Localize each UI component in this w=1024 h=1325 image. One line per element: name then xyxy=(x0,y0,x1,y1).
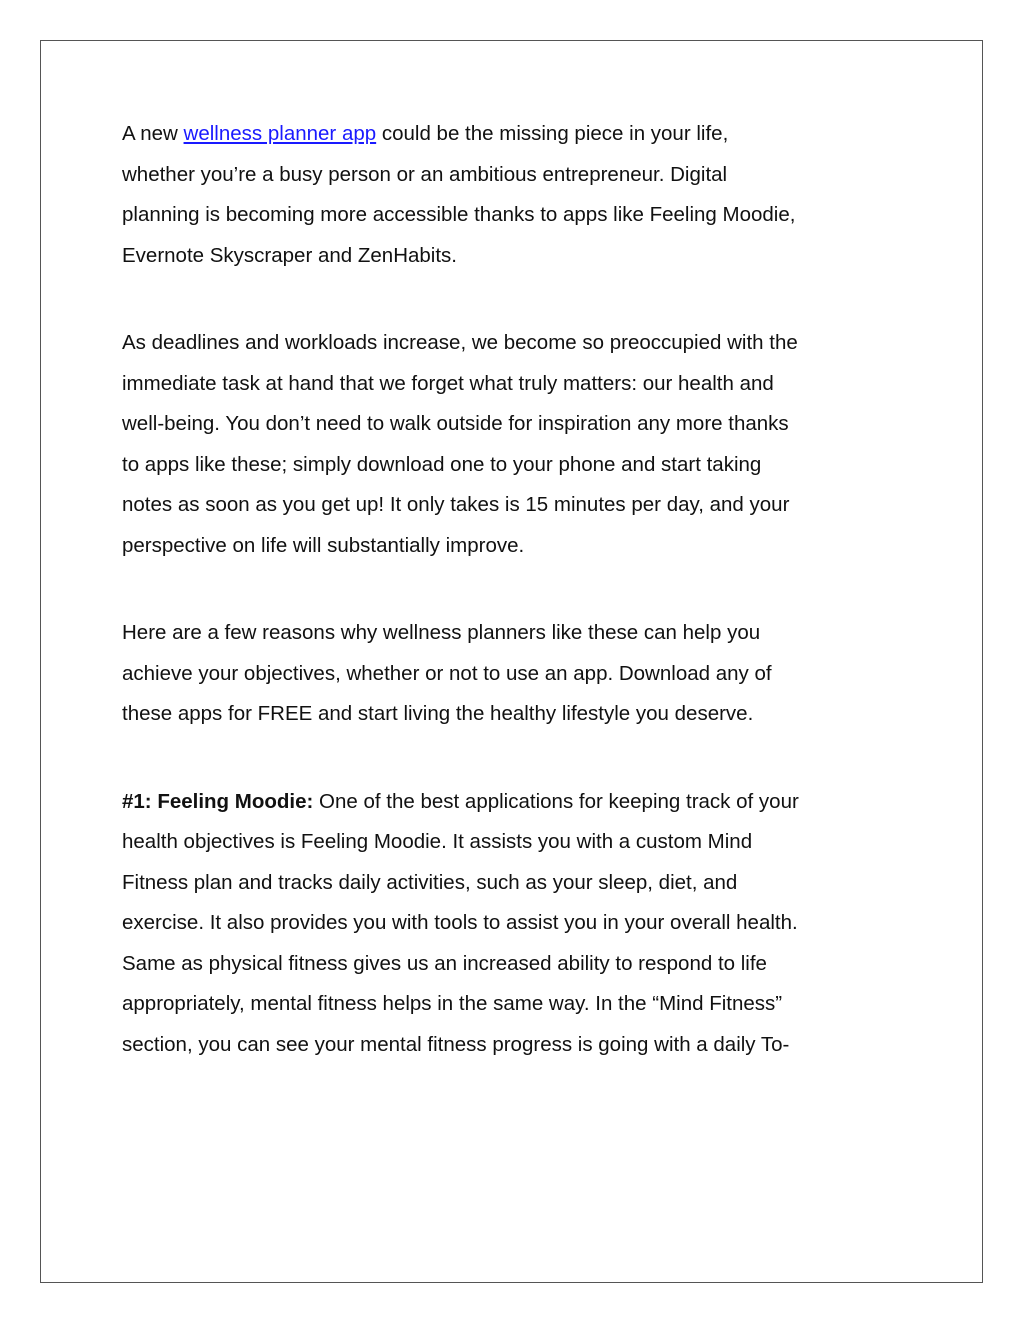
paragraph-feeling-moodie xyxy=(122,782,912,1066)
paragraph-line xyxy=(122,114,912,155)
paragraph-intro xyxy=(122,114,912,276)
paragraph-line: As deadlines and workloads increase, we become so preoccupied with the xyxy=(122,331,798,354)
paragraph-line: whether you’re a busy person or an ambitious entrepreneur. Digital xyxy=(122,162,728,186)
paragraph-line: Fitness plan and tracks daily activities, such as your sleep, diet, and xyxy=(122,870,738,894)
paragraph-line: exercise. It also provides you with tools to assist you in your overall health. xyxy=(122,911,798,934)
document-body xyxy=(122,114,912,1065)
paragraph-reasons xyxy=(122,613,912,735)
paragraph-line: to apps like these; simply download one to your phone and start taking xyxy=(122,452,762,476)
paragraph-line xyxy=(122,782,912,823)
page-frame xyxy=(40,40,983,1283)
paragraph-deadlines xyxy=(122,323,912,566)
paragraph-line: planning is becoming more accessible thanks to apps like Feeling Moodie, xyxy=(122,203,796,226)
text-segment: could be the missing piece in your life, xyxy=(376,122,729,145)
paragraph-line: achieve your objectives, whether or not to use an app. Download any of xyxy=(122,661,772,685)
wellness-planner-app-link[interactable]: wellness planner app xyxy=(183,122,377,145)
paragraph-line: perspective on life will substantially improve. xyxy=(122,533,525,557)
paragraph-line: appropriately, mental fitness helps in the same way. In the “Mind Fitness” xyxy=(122,992,783,1015)
paragraph-line: Here are a few reasons why wellness planners like these can help you xyxy=(122,621,761,644)
paragraph-line: section, you can see your mental fitness progress is going with a daily To- xyxy=(122,1032,790,1056)
paragraph-line: notes as soon as you get up! It only takes is 15 minutes per day, and your xyxy=(122,493,790,516)
paragraph-line: immediate task at hand that we forget what truly matters: our health and xyxy=(122,371,774,395)
paragraph-line: well-being. You don’t need to walk outside for inspiration any more thanks xyxy=(122,412,789,435)
section-heading: #1: Feeling Moodie: xyxy=(122,789,314,813)
text-segment: One of the best applications for keeping track of your xyxy=(313,789,799,813)
paragraph-line: health objectives is Feeling Moodie. It assists you with a custom Mind xyxy=(122,830,753,853)
text-segment: A new xyxy=(122,122,184,145)
paragraph-line: Evernote Skyscraper and ZenHabits. xyxy=(122,243,457,267)
paragraph-line: these apps for FREE and start living the healthy lifestyle you deserve. xyxy=(122,702,754,725)
paragraph-line: Same as physical fitness gives us an increased ability to respond to life xyxy=(122,951,767,975)
